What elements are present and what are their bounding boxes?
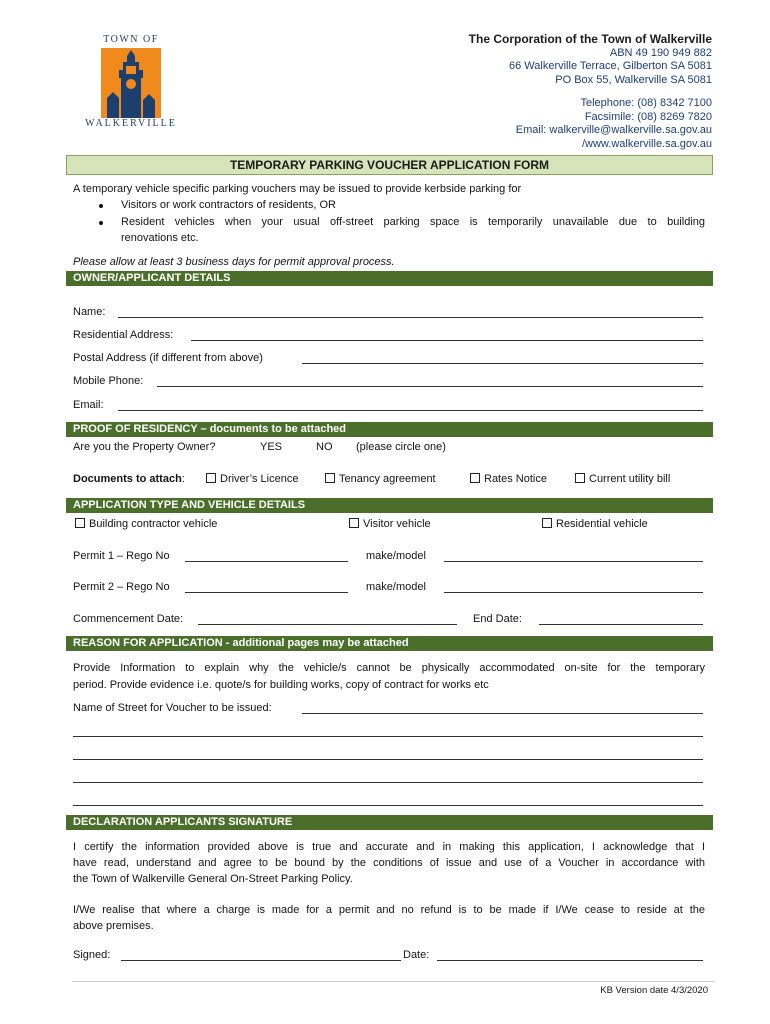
- version-footer: KB Version date 4/3/2020: [600, 985, 708, 996]
- po-box: PO Box 55, Walkerville SA 5081: [555, 73, 712, 86]
- declaration-section-heading: DECLARATION APPLICANTS SIGNATURE: [66, 815, 713, 830]
- intro-bullet-2b: renovations etc.: [121, 232, 199, 244]
- declaration-line-1: I certify the information provided above is true and accurate and in making this application, I acknowledge that I: [73, 841, 705, 853]
- checkbox[interactable]: [325, 473, 335, 483]
- residency-section-heading: PROOF OF RESIDENCY – documents to be attached: [66, 422, 713, 437]
- checkbox[interactable]: [542, 518, 552, 528]
- mobile-phone-label: Mobile Phone:: [73, 375, 144, 387]
- type-building-contractor[interactable]: [75, 516, 217, 532]
- date-label: Date:: [403, 949, 430, 961]
- permit-1-rego-label: Permit 1 – Rego No: [73, 550, 170, 562]
- type-residential[interactable]: [542, 516, 648, 532]
- street-address: 66 Walkerville Terrace, Gilberton SA 5081: [509, 60, 712, 72]
- permit-2-make-label: make/model: [366, 581, 426, 593]
- checkbox[interactable]: [470, 473, 480, 483]
- intro-bullet-1: Visitors or work contractors of residents, OR: [121, 199, 336, 211]
- street-name-label: Name of Street for Voucher to be issued:: [73, 702, 272, 714]
- date-field[interactable]: [437, 960, 703, 961]
- doc-label: Driver’s Licence: [220, 473, 299, 485]
- signature-field[interactable]: [121, 960, 401, 961]
- permit-2-rego-label: Permit 2 – Rego No: [73, 581, 170, 593]
- type-visitor[interactable]: [349, 516, 431, 532]
- commencement-date-label: Commencement Date:: [73, 613, 184, 625]
- telephone: Telephone: (08) 8342 7100: [580, 97, 712, 109]
- end-date-label: End Date:: [473, 613, 522, 625]
- reason-text-line[interactable]: [73, 805, 703, 806]
- corporation-name: The Corporation of the Town of Walkerville: [468, 32, 712, 46]
- end-date-field[interactable]: [539, 624, 703, 625]
- declaration-line-2: have read, understand and agree to be bound by the conditions of issue and use of a Voucher in accordance with: [73, 857, 705, 869]
- reason-text-line[interactable]: [73, 782, 703, 783]
- documents-label-text: Documents to attach: [73, 473, 182, 485]
- declaration-line-3: the Town of Walkerville General On-Street Parking Policy.: [73, 873, 353, 885]
- type-label: Building contractor vehicle: [89, 518, 218, 530]
- facsimile: Facsimile: (08) 8269 7820: [584, 110, 712, 123]
- no-option[interactable]: NO: [316, 441, 333, 453]
- town-logo: [80, 34, 182, 130]
- documents-label-colon: :: [181, 473, 185, 485]
- declaration-line-4: I/We realise that where a charge is made for a permit and no refund is to be made if I/We cease to reside at the: [73, 904, 705, 916]
- mobile-phone-field[interactable]: [157, 386, 703, 387]
- permit-1-make-label: make/model: [366, 550, 426, 562]
- street-name-field[interactable]: [302, 713, 703, 714]
- permit-1-make-field[interactable]: [444, 561, 703, 562]
- intro-bullet-2a: Resident vehicles when your usual off-street parking space is temporarily unavailable due to building: [121, 216, 705, 228]
- documents-label: [73, 471, 185, 487]
- intro-lead: A temporary vehicle specific parking vouchers may be issued to provide kerbside parking for: [73, 183, 522, 195]
- type-label: Residential vehicle: [556, 518, 648, 530]
- checkbox[interactable]: [349, 518, 359, 528]
- checkbox[interactable]: [575, 473, 585, 483]
- application-section-heading: APPLICATION TYPE AND VEHICLE DETAILS: [66, 498, 713, 513]
- clock-tower-icon: [101, 48, 161, 118]
- reason-text-line[interactable]: [73, 736, 703, 737]
- logo-bottom-text: WALKERVILLE: [85, 118, 177, 129]
- email-field[interactable]: [118, 410, 703, 411]
- doc-label: Current utility bill: [589, 473, 671, 485]
- doc-label: Rates Notice: [484, 473, 547, 485]
- doc-rates-notice[interactable]: [470, 471, 547, 487]
- reason-instructions-line-2: period. Provide evidence i.e. quote/s for building works, copy of contract for works etc: [73, 679, 489, 691]
- abn: ABN 49 190 949 882: [609, 46, 712, 59]
- owner-section-heading: OWNER/APPLICANT DETAILS: [66, 271, 713, 286]
- postal-address-field[interactable]: [302, 363, 703, 364]
- declaration-line-5: above premises.: [73, 920, 154, 932]
- commencement-date-field[interactable]: [198, 624, 457, 625]
- signed-label: Signed:: [73, 949, 111, 961]
- doc-drivers-licence[interactable]: [206, 471, 298, 487]
- type-label: Visitor vehicle: [363, 518, 431, 530]
- permit-2-rego-field[interactable]: [185, 592, 348, 593]
- logo-top-text: TOWN OF: [103, 34, 159, 45]
- reason-instructions-line-1: Provide Information to explain why the vehicle/s cannot be physically accommodated on-site for the temporary: [73, 662, 705, 674]
- postal-address-label: Postal Address (if different from above): [73, 352, 263, 364]
- circle-instruction: (please circle one): [356, 441, 446, 453]
- yes-option[interactable]: YES: [260, 441, 283, 453]
- residential-address-label: Residential Address:: [73, 329, 174, 341]
- permit-1-rego-field[interactable]: [185, 561, 348, 562]
- email-label: Email:: [73, 399, 104, 411]
- reason-section-heading: REASON FOR APPLICATION - additional pages may be attached: [66, 636, 713, 651]
- website-link[interactable]: /www.walkerville.sa.gov.au: [581, 137, 712, 150]
- processing-note: Please allow at least 3 business days for permit approval process.: [73, 256, 395, 268]
- bullet: [99, 204, 103, 208]
- permit-2-make-field[interactable]: [444, 592, 703, 593]
- doc-label: Tenancy agreement: [339, 473, 436, 485]
- name-label: Name:: [73, 306, 106, 318]
- email-link[interactable]: Email: walkerville@walkerville.sa.gov.au: [515, 124, 712, 136]
- checkbox[interactable]: [75, 518, 85, 528]
- bullet: [99, 221, 103, 225]
- checkbox[interactable]: [206, 473, 216, 483]
- footer-divider: [72, 981, 715, 982]
- doc-tenancy-agreement[interactable]: [325, 471, 436, 487]
- residential-address-field[interactable]: [191, 340, 703, 341]
- property-owner-question: Are you the Property Owner?: [73, 441, 216, 453]
- name-field[interactable]: [118, 317, 703, 318]
- form-title: TEMPORARY PARKING VOUCHER APPLICATION FORM: [66, 155, 713, 175]
- doc-utility-bill[interactable]: [575, 471, 670, 487]
- reason-text-line[interactable]: [73, 759, 703, 760]
- council-contact-block: [469, 33, 712, 151]
